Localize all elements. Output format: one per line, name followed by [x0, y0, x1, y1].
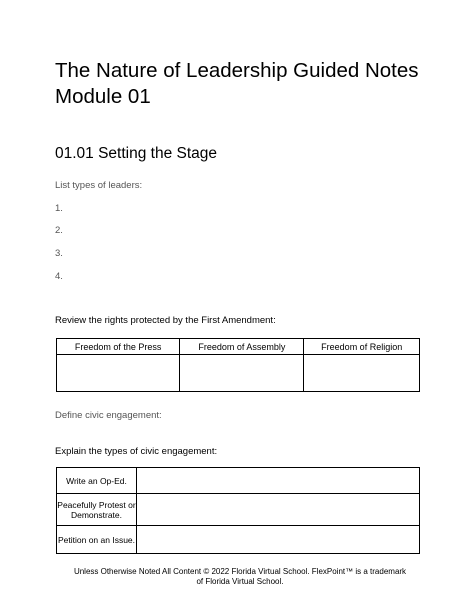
leader-item-4: 4. — [55, 271, 63, 282]
civic-type-answer-cell[interactable] — [137, 494, 420, 526]
rights-cell-religion[interactable] — [304, 355, 420, 392]
leader-item-2: 2. — [55, 225, 63, 236]
civic-type-answer-cell[interactable] — [137, 526, 420, 554]
civic-types-prompt: Explain the types of civic engagement: — [55, 446, 218, 457]
rights-cell-press[interactable] — [57, 355, 180, 392]
document-title: The Nature of Leadership Guided Notes Module 01 — [55, 59, 419, 108]
rights-cell-assembly[interactable] — [180, 355, 304, 392]
rights-table — [56, 338, 420, 392]
civic-type-label: Write an Op-Ed. — [57, 468, 137, 494]
leaders-prompt: List types of leaders: — [55, 180, 143, 191]
rights-header-religion: Freedom of Religion — [304, 339, 420, 355]
section-heading: 01.01 Setting the Stage — [55, 145, 218, 162]
rights-header-assembly: Freedom of Assembly — [180, 339, 304, 355]
footer-copyright: Unless Otherwise Noted All Content © 2022 Florida Virtual School. FlexPoint™ is a trademark of Florida Virtual School. — [73, 567, 407, 586]
civic-type-label: Peacefully Protest or Demonstrate. — [57, 494, 137, 526]
civic-type-label: Petition on an Issue. — [57, 526, 137, 554]
leader-item-1: 1. — [55, 203, 63, 214]
civic-types-table — [56, 467, 420, 554]
rights-header-press: Freedom of the Press — [57, 339, 180, 355]
rights-prompt: Review the rights protected by the First Amendment: — [55, 315, 276, 326]
civic-type-answer-cell[interactable] — [137, 468, 420, 494]
civic-define-prompt: Define civic engagement: — [55, 410, 162, 421]
leader-item-3: 3. — [55, 248, 63, 259]
